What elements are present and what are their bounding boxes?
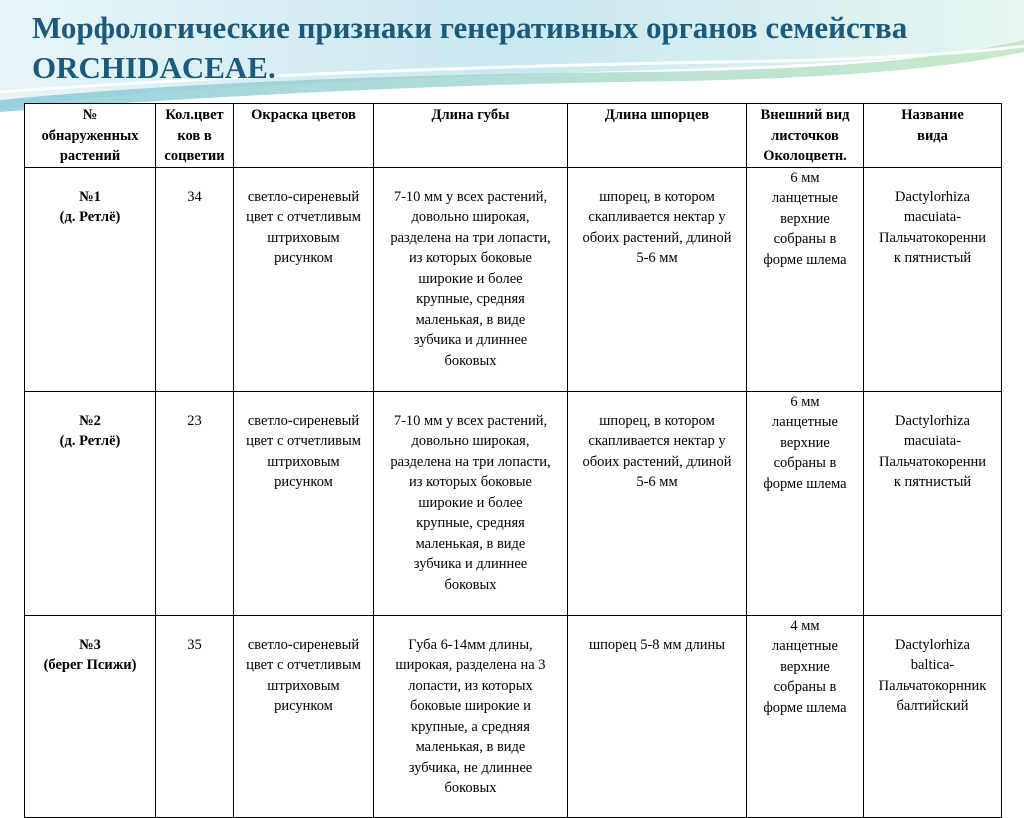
header-flower-color: Окраска цветов — [234, 104, 374, 168]
cell-plant-id: №1 (д. Ретлё) — [25, 167, 156, 391]
cell-flower-count: 34 — [156, 167, 234, 391]
slide-title-line-1: Морфологические признаки генеративных органов семейства — [32, 10, 908, 45]
table-row — [25, 167, 1002, 391]
cell-lip-length: 7-10 мм у всех растений, довольно широкая, разделена на три лопасти, из которых боковые широкие и более крупные, средняя маленькая, в виде зубчика и длиннее боковых — [374, 167, 568, 391]
cell-species-name: Dactylorhiza baltica- Пальчатокорнник балтийский — [864, 615, 1002, 817]
header-plant-number: № обнаруженных растений — [25, 104, 156, 168]
cell-flower-color: светло-сиреневый цвет с отчетливым штриховым рисунком — [234, 615, 374, 817]
cell-spur-length: шпорец, в котором скапливается нектар у обоих растений, длиной 5-6 мм — [568, 167, 747, 391]
header-species-name: Название вида — [864, 104, 1002, 168]
header-spur-length: Длина шпорцев — [568, 104, 747, 168]
orchid-table-container — [24, 103, 1002, 818]
cell-lip-length: Губа 6-14мм длины, широкая, разделена на 3 лопасти, из которых боковые широкие и крупные, а средняя маленькая, в виде зубчика, не длиннее боковых — [374, 615, 568, 817]
slide-title-line-2: ORCHIDACEAE. — [32, 50, 276, 85]
cell-plant-id: №3 (берег Псижи) — [25, 615, 156, 817]
header-flower-count: Кол.цвет ков в соцветии — [156, 104, 234, 168]
cell-flower-color: светло-сиреневый цвет с отчетливым штриховым рисунком — [234, 391, 374, 615]
table-row — [25, 391, 1002, 615]
cell-flower-color: светло-сиреневый цвет с отчетливым штриховым рисунком — [234, 167, 374, 391]
header-lip-length: Длина губы — [374, 104, 568, 168]
cell-species-name: Dactylorhiza macuiata- Пальчатокоренни к пятнистый — [864, 167, 1002, 391]
cell-perianth: 6 мм ланцетные верхние собраны в форме шлема — [747, 391, 864, 615]
cell-lip-length: 7-10 мм у всех растений, довольно широкая, разделена на три лопасти, из которых боковые широкие и более крупные, средняя маленькая, в виде зубчика и длиннее боковых — [374, 391, 568, 615]
slide-title — [32, 8, 1012, 88]
table-header-row — [25, 104, 1002, 168]
cell-flower-count: 35 — [156, 615, 234, 817]
table-row — [25, 615, 1002, 817]
cell-flower-count: 23 — [156, 391, 234, 615]
cell-species-name: Dactylorhiza macuiata- Пальчатокоренни к пятнистый — [864, 391, 1002, 615]
cell-plant-id: №2 (д. Ретлё) — [25, 391, 156, 615]
cell-spur-length: шпорец 5-8 мм длины — [568, 615, 747, 817]
cell-perianth: 6 мм ланцетные верхние собраны в форме шлема — [747, 167, 864, 391]
cell-perianth: 4 мм ланцетные верхние собраны в форме шлема — [747, 615, 864, 817]
cell-spur-length: шпорец, в котором скапливается нектар у обоих растений, длиной 5-6 мм — [568, 391, 747, 615]
orchid-morphology-table — [24, 103, 1002, 818]
header-perianth: Внешний вид листочков Околоцветн. — [747, 104, 864, 168]
